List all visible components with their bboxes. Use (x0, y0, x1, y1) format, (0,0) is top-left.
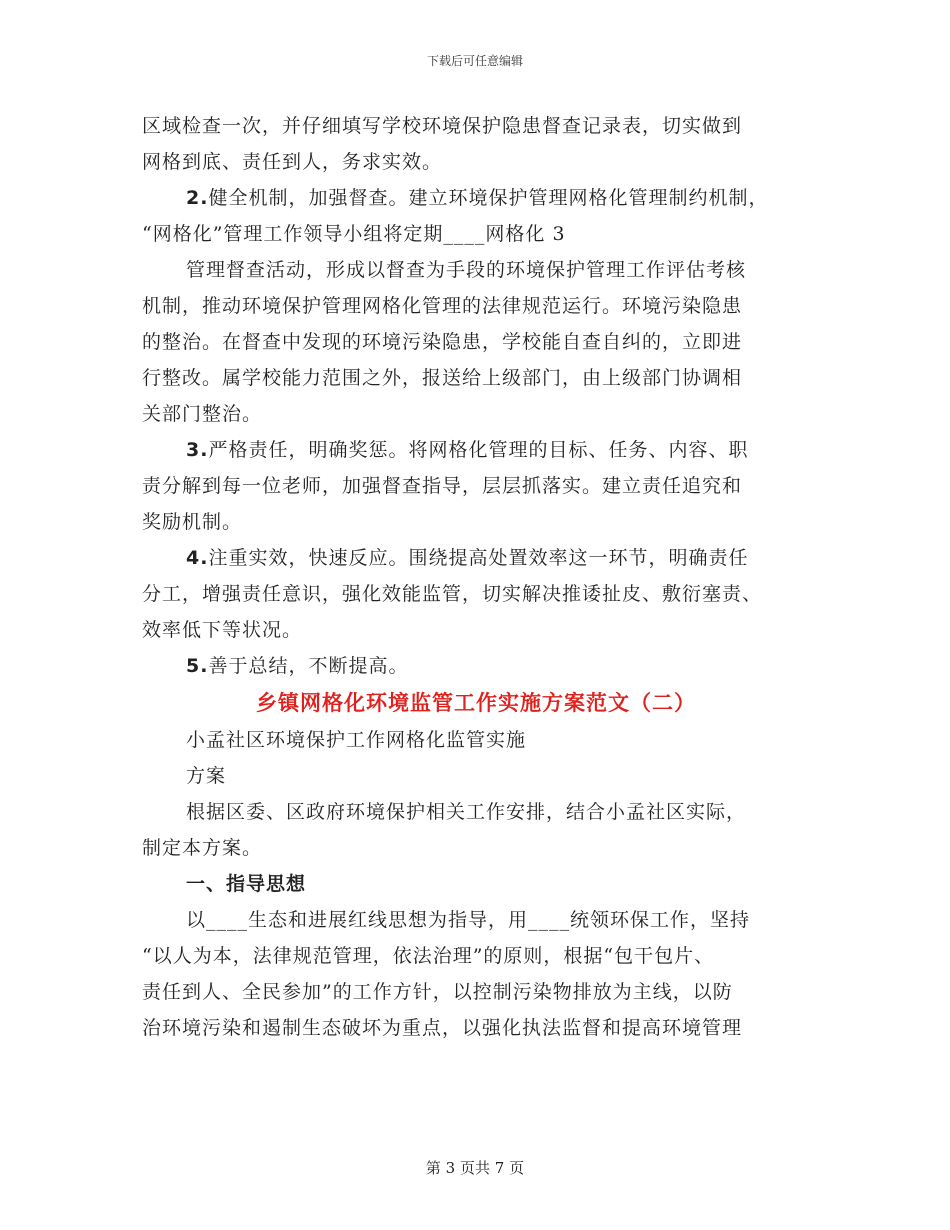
list-item-4 (142, 540, 810, 576)
list-item-text: 严格责任，明确奖惩。将网格化管理的目标、任务、内容、职 (208, 439, 749, 461)
list-number: 5. (186, 655, 209, 677)
list-item-text: 注重实效，快速反应。围绕提高处置效率这一环节，明确责任 (208, 547, 749, 569)
page-footer: 第 3 页共 7 页 (425, 1159, 525, 1177)
list-item-3 (142, 432, 810, 468)
paragraph-line: 奖励机制。 (142, 511, 243, 533)
paragraph-line: 以____生态和进展红线思想为指导，用____统领环保工作，坚持 (186, 909, 751, 931)
paragraph-line: 关部门整治。 (142, 403, 263, 425)
list-number: 3. (186, 439, 209, 461)
paragraph-line: 行整改。属学校能力范围之外，报送给上级部门，由上级部门协调相 (142, 367, 743, 389)
paragraph-line: 机制，推动环境保护管理网格化管理的法律规范运行。环境污染隐患 (142, 295, 743, 317)
page-header: 下载后可任意编辑 (426, 54, 523, 68)
section-title: 乡镇网格化环境监管工作实施方案范文（二） (256, 690, 696, 715)
paragraph-line: 网格到底、责任到人，务求实效。 (142, 151, 443, 173)
paragraph-line: 治环境污染和遏制生态破坏为重点，以强化执法监督和提高环境管理 (142, 1017, 743, 1039)
paragraph-line: “以人为本，法律规范管理，依法治理”的原则，根据“包干包片、 (142, 945, 715, 967)
list-item-text: 健全机制，加强督查。建立环境保护管理网格化管理制约机制， (208, 187, 769, 209)
paragraph-line: 制定本方案。 (142, 837, 263, 859)
paragraph-line: 分工，增强责任意识，强化效能监管，切实解决推诿扯皮、敷衍塞责、 (142, 583, 763, 605)
list-item-2 (142, 180, 810, 216)
paragraph-line: 责任到人、全民参加”的工作方针，以控制污染物排放为主线，以防 (142, 981, 733, 1003)
document-body (142, 108, 810, 1046)
paragraph-line: 区域检查一次，并仔细填写学校环境保护隐患督查记录表，切实做到 (142, 115, 743, 137)
paragraph-line: 管理督查活动，形成以督查为手段的环境保护管理工作评估考核 (186, 259, 747, 281)
paragraph-line: 小孟社区环境保护工作网格化监管实施 (186, 729, 527, 751)
paragraph-line: 效率低下等状况。 (142, 619, 303, 641)
list-number: 4. (186, 547, 209, 569)
section-heading: 一、指导思想 (186, 873, 307, 895)
paragraph-line: “网格化”管理工作领导小组将定期____网格化 3 (142, 223, 566, 245)
list-item-text: 善于总结，不断提高。 (208, 655, 409, 677)
list-item-5 (142, 648, 810, 684)
list-number: 2. (186, 187, 209, 209)
paragraph-line: 方案 (186, 765, 227, 787)
paragraph-line: 的整治。在督查中发现的环境污染隐患，学校能自查自纠的，立即进 (142, 331, 743, 353)
paragraph-line: 责分解到每一位老师，加强督查指导，层层抓落实。建立责任追究和 (142, 475, 743, 497)
paragraph-line: 根据区委、区政府环境保护相关工作安排，结合小孟社区实际， (186, 801, 747, 823)
